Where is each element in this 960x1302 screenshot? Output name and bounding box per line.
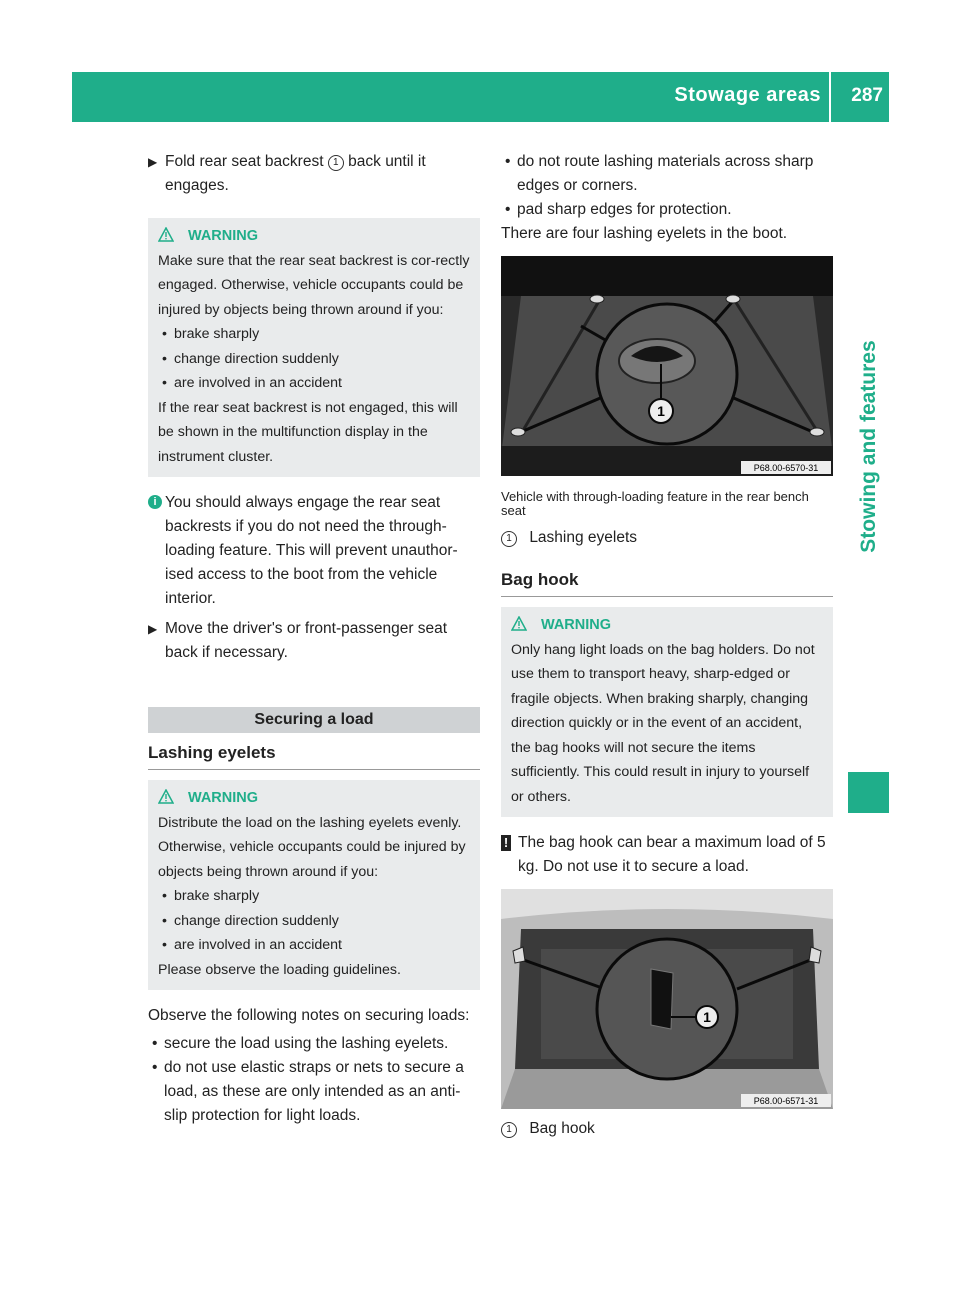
list-item: • brake sharply bbox=[162, 888, 260, 904]
list-item: • change direction suddenly bbox=[162, 912, 339, 929]
callout-1-icon: 1 bbox=[501, 1122, 517, 1138]
list-item: • do not route lashing materials across sharp edges or corners. bbox=[505, 153, 814, 194]
photo-code: P68.00-6570-31 bbox=[753, 463, 819, 473]
callout-1-icon: 1 bbox=[501, 531, 517, 547]
warning-text: Make sure that the rear seat backrest is cor-rectly engaged. Otherwise, vehicle occupants could be injured by objects being thrown around if you: bbox=[158, 252, 470, 318]
header-bar bbox=[72, 72, 889, 122]
warning-text: Otherwise, vehicle occupants could be injured by objects being thrown around if you: bbox=[158, 839, 466, 880]
chapter-marker bbox=[848, 772, 889, 813]
right-column bbox=[501, 150, 833, 1141]
step-fold-backrest: ▶ Fold rear seat backrest 1 back until it engages. bbox=[148, 150, 480, 198]
boot-photo-bag-hook bbox=[501, 889, 833, 1109]
warning-title: WARNING bbox=[187, 228, 259, 244]
warning-triangle-icon bbox=[511, 616, 527, 631]
legend-item: 1 Bag hook bbox=[501, 1117, 833, 1141]
header-divider bbox=[829, 72, 831, 122]
eyelets-text: There are four lashing eyelets in the boot. bbox=[501, 225, 788, 242]
side-tab bbox=[848, 123, 889, 770]
photo-caption: Vehicle with through-loading feature in the rear bench seat bbox=[501, 489, 809, 518]
info-note: i You should always engage the rear seat backrests if you do not need the through-loading feature. This will prevent unauthor-ised access to the boot from the vehicle interior. bbox=[148, 491, 480, 611]
boot-eyelets-illustration bbox=[501, 256, 833, 476]
caution-note: ! The bag hook can bear a maximum load of 5 kg. Do not use it to secure a load. bbox=[501, 831, 833, 879]
warning-box bbox=[148, 218, 480, 477]
warning-triangle-icon bbox=[158, 227, 174, 242]
bag-hook-illustration bbox=[501, 889, 833, 1109]
page-number: 287 bbox=[851, 85, 883, 106]
left-column bbox=[148, 150, 480, 1128]
list-item: • brake sharply bbox=[162, 326, 260, 342]
warning-triangle-icon bbox=[158, 789, 174, 804]
subheading: Bag hook bbox=[501, 568, 833, 597]
boot-photo-eyelets bbox=[501, 256, 833, 476]
step-move-seat: ▶ Move the driver's or front-passenger seat back if necessary. bbox=[148, 617, 480, 665]
caution-icon: ! bbox=[501, 835, 511, 851]
warning-text: Only hang light loads on the bag holders. Do not use them to transport heavy, sharp-edged or fragile objects. When braking sharply, changing direction quickly or in the event of an accident, the bag hooks will not secure the items sufficiently. This could result in injury to yourself or others. bbox=[511, 641, 815, 805]
callout-1-icon: 1 bbox=[328, 155, 344, 171]
warning-box bbox=[148, 780, 480, 990]
notes-intro: Observe the following notes on securing loads: bbox=[148, 1007, 470, 1024]
section-heading: Securing a load bbox=[148, 707, 480, 733]
warning-text: If the rear seat backrest is not engaged, this will be shown in the multifunction display in the instrument cluster. bbox=[158, 399, 458, 465]
step-arrow-icon: ▶ bbox=[148, 155, 158, 169]
photo-code: P68.00-6571-31 bbox=[753, 1096, 819, 1106]
warning-title: WARNING bbox=[187, 790, 259, 806]
chapter-label: Stowing and features bbox=[857, 340, 880, 553]
list-item: • are involved in an accident bbox=[162, 937, 342, 953]
list-item: • change direction suddenly bbox=[162, 350, 339, 367]
step-arrow-icon: ▶ bbox=[148, 622, 158, 636]
subheading: Lashing eyelets bbox=[148, 741, 480, 770]
list-item: • are involved in an accident bbox=[162, 375, 342, 391]
list-item: • secure the load using the lashing eyelets. bbox=[152, 1035, 449, 1052]
list-item: • do not use elastic straps or nets to secure a load, as these are only intended as an anti-slip protection for light loads. bbox=[152, 1059, 464, 1124]
section-title: Stowage areas bbox=[674, 84, 821, 106]
warning-text: Please observe the loading guidelines. bbox=[158, 961, 401, 978]
legend-item: 1 Lashing eyelets bbox=[501, 526, 833, 550]
warning-title: WARNING bbox=[540, 617, 612, 633]
warning-box bbox=[501, 607, 833, 817]
warning-text: Distribute the load on the lashing eyelets evenly. bbox=[158, 814, 462, 831]
svg-text:1: 1 bbox=[703, 1009, 711, 1025]
info-icon: i bbox=[148, 495, 162, 509]
list-item: • pad sharp edges for protection. bbox=[505, 201, 732, 218]
svg-text:1: 1 bbox=[657, 403, 665, 419]
